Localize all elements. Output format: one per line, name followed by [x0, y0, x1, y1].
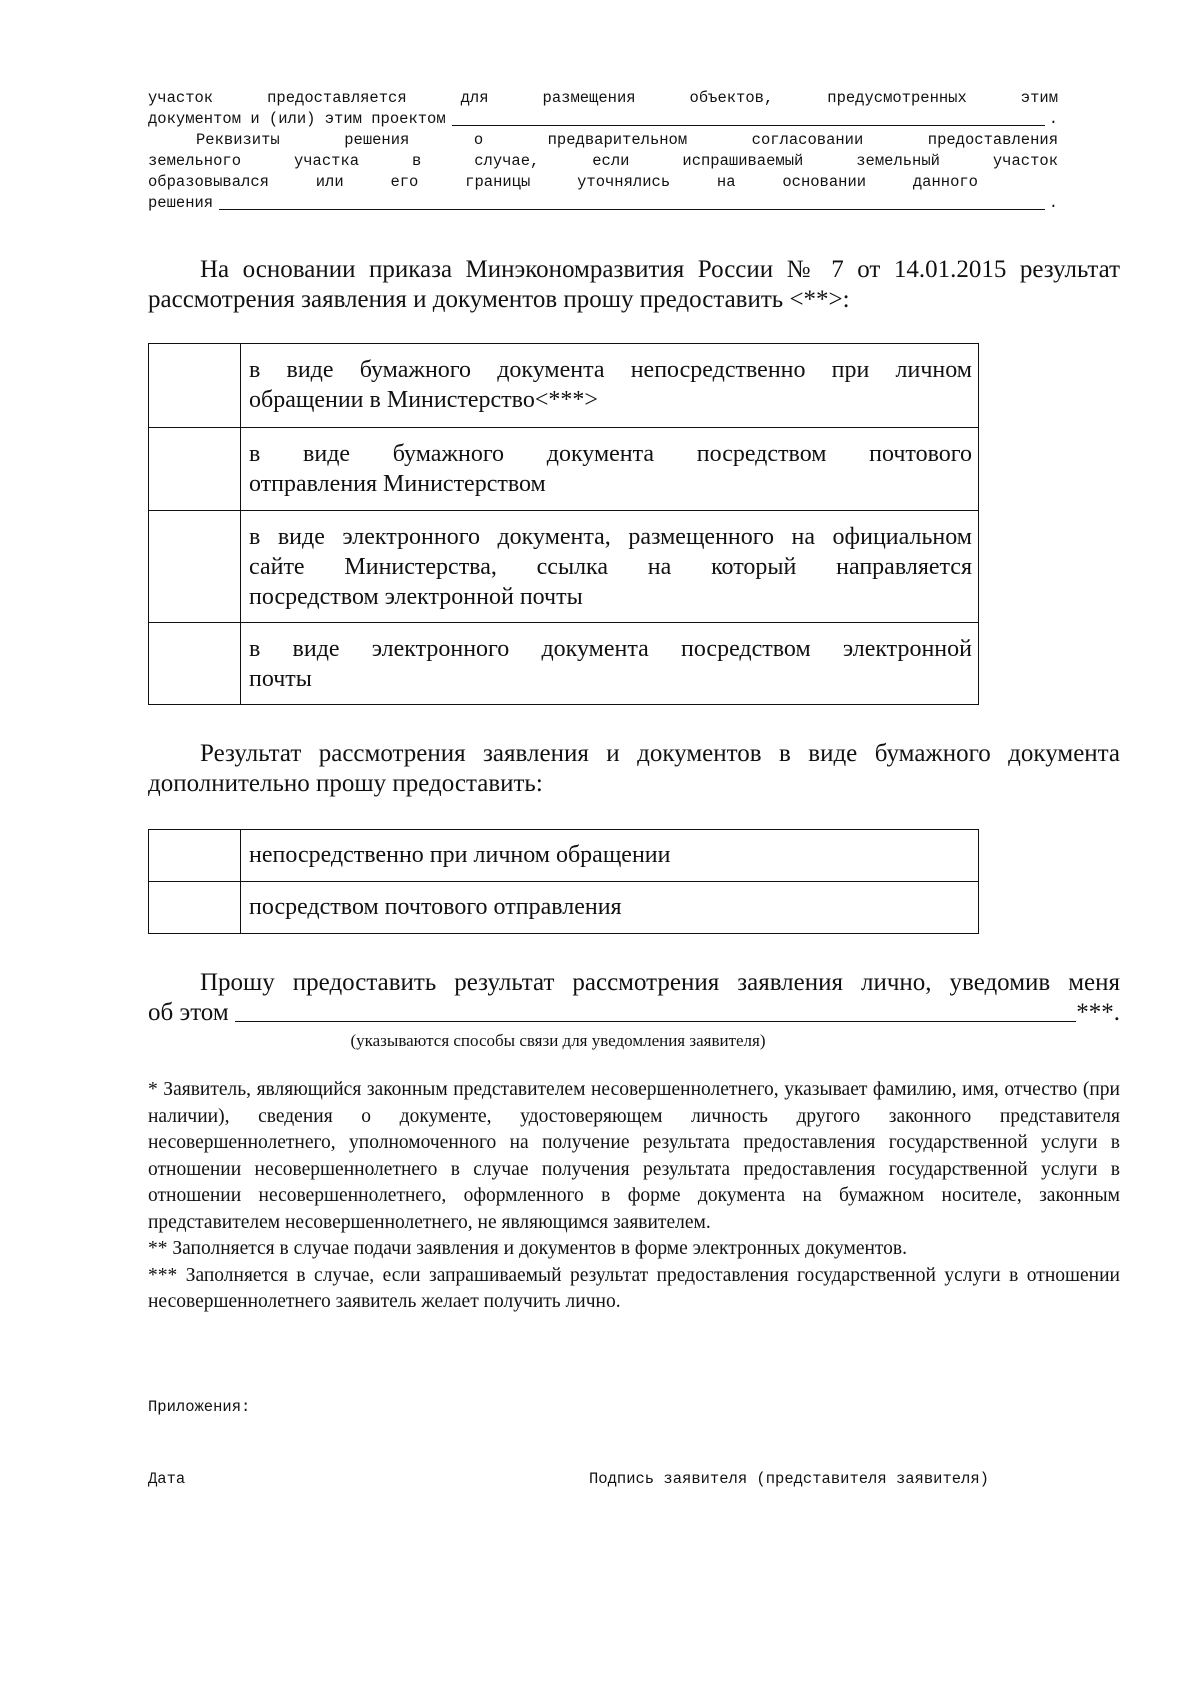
result-request-line-1: На основании приказа Минэкономразвития России № 7 от 14.01.2015 результат: [200, 256, 1120, 283]
date-label: Дата: [148, 1470, 186, 1488]
paper-delivery-options-table: [148, 829, 979, 934]
paper-option-row: [149, 882, 979, 934]
delivery-option-text: [241, 428, 979, 511]
parcel-purpose-line-1: участок предоставляется для размещения объектов, предусмотренных этим: [148, 89, 1058, 107]
paper-option-label: непосредственно при личном обращении: [241, 830, 979, 882]
delivery-option-checkbox-paper-mail[interactable]: [149, 428, 241, 511]
delivery-option-text: [241, 623, 979, 705]
delivery-option-text: [241, 344, 979, 428]
delivery-option-label: в виде электронного документа посредством электронной: [249, 636, 972, 662]
contact-method-field[interactable]: [235, 1003, 1077, 1022]
decision-details-line-1: Реквизиты решения о предварительном согласовании предоставления: [196, 131, 1058, 149]
paper-option-checkbox-mail[interactable]: [149, 882, 241, 934]
contact-method-caption: (указываются способы связи для уведомления заявителя): [350, 1031, 766, 1050]
paper-request-line-1: Результат рассмотрения заявления и документов в виде бумажного документа: [200, 740, 1120, 767]
parcel-purpose-line-2-label: документом и (или) этим проектом: [148, 110, 446, 128]
personal-delivery-line-2: [148, 998, 1120, 1028]
delivery-option-label: обращении в Министерство<***>: [249, 387, 598, 413]
personal-delivery-line-2-end: ***.: [1076, 999, 1120, 1026]
signature-label: Подпись заявителя (представителя заявителя): [589, 1470, 989, 1488]
delivery-option-row: [149, 344, 979, 428]
delivery-option-label: посредством электронной почты: [249, 584, 583, 610]
result-request-line-2: рассмотрения заявления и документов прошу предоставить <**>:: [148, 286, 850, 313]
delivery-option-text: [241, 511, 979, 623]
delivery-option-row: [149, 511, 979, 623]
project-name-field[interactable]: [452, 110, 1045, 126]
footnote-1: * Заявитель, являющийся законным представителем несовершеннолетнего, указывает фамилию, имя, отчество (при наличии), сведения о документе, удостоверяющем личность другого законного представителя несовершеннолетнего, уполномоченного на получение результата предоставления государственной услуги в отношении несовершеннолетнего в случае получения результата предоставления государственной услуги в отношении несовершеннолетнего, оформленного в форме документа на бумажном носителе, законным представителем несовершеннолетнего, не являющимся заявителем.: [148, 1079, 1120, 1233]
paper-option-checkbox-personal[interactable]: [149, 830, 241, 882]
decision-details-line-2: земельного участка в случае, если испрашиваемый земельный участок: [148, 152, 1058, 170]
attachments-label: Приложения:: [148, 1398, 251, 1416]
delivery-option-label: в виде бумажного документа посредством почтового: [249, 441, 972, 467]
delivery-option-label: сайте Министерства, ссылка на который направляется: [249, 554, 972, 580]
delivery-option-label: отправления Министерством: [249, 471, 546, 497]
parcel-purpose-line-2-end: .: [1048, 110, 1058, 128]
delivery-option-label: почты: [249, 666, 312, 692]
delivery-option-checkbox-paper-personal[interactable]: [149, 344, 241, 428]
parcel-purpose-block: [148, 88, 1058, 214]
paper-option-label: посредством почтового отправления: [241, 882, 979, 934]
delivery-option-checkbox-electronic-site[interactable]: [149, 511, 241, 623]
result-delivery-options-table: [148, 343, 979, 705]
footnote-2: ** Заполняется в случае подачи заявления и документов в форме электронных документов.: [148, 1238, 908, 1259]
delivery-option-label: в виде электронного документа, размещенного на официальном: [249, 524, 972, 550]
decision-details-field[interactable]: [219, 194, 1045, 210]
delivery-option-label: в виде бумажного документа непосредственно при личном: [249, 357, 972, 383]
personal-delivery-line-1: Прошу предоставить результат рассмотрения заявления лично, уведомив меня: [200, 969, 1120, 996]
paper-request-line-2: дополнительно прошу предоставить:: [148, 770, 543, 797]
decision-details-line-4-label: решения: [148, 194, 214, 212]
parcel-purpose-line-2: [148, 109, 1058, 130]
delivery-option-row: [149, 428, 979, 511]
personal-delivery-line-2-label: об этом: [148, 999, 229, 1026]
decision-details-line-4: [148, 193, 1058, 214]
decision-details-line-4-end: .: [1048, 194, 1058, 212]
footnotes: [148, 1077, 1120, 1316]
decision-details-line-3: образовывался или его границы уточнялись на основании данного: [148, 173, 978, 191]
paper-option-row: [149, 830, 979, 882]
delivery-option-checkbox-electronic-email[interactable]: [149, 623, 241, 705]
paper-request-paragraph: [148, 739, 1120, 799]
delivery-option-row: [149, 623, 979, 705]
personal-delivery-paragraph: [148, 968, 1120, 1052]
result-request-paragraph: [148, 255, 1120, 315]
footnote-3: *** Заполняется в случае, если запрашиваемый результат предоставления государственной услуги в отношении несовершеннолетнего заявитель желает получить лично.: [148, 1264, 1120, 1312]
